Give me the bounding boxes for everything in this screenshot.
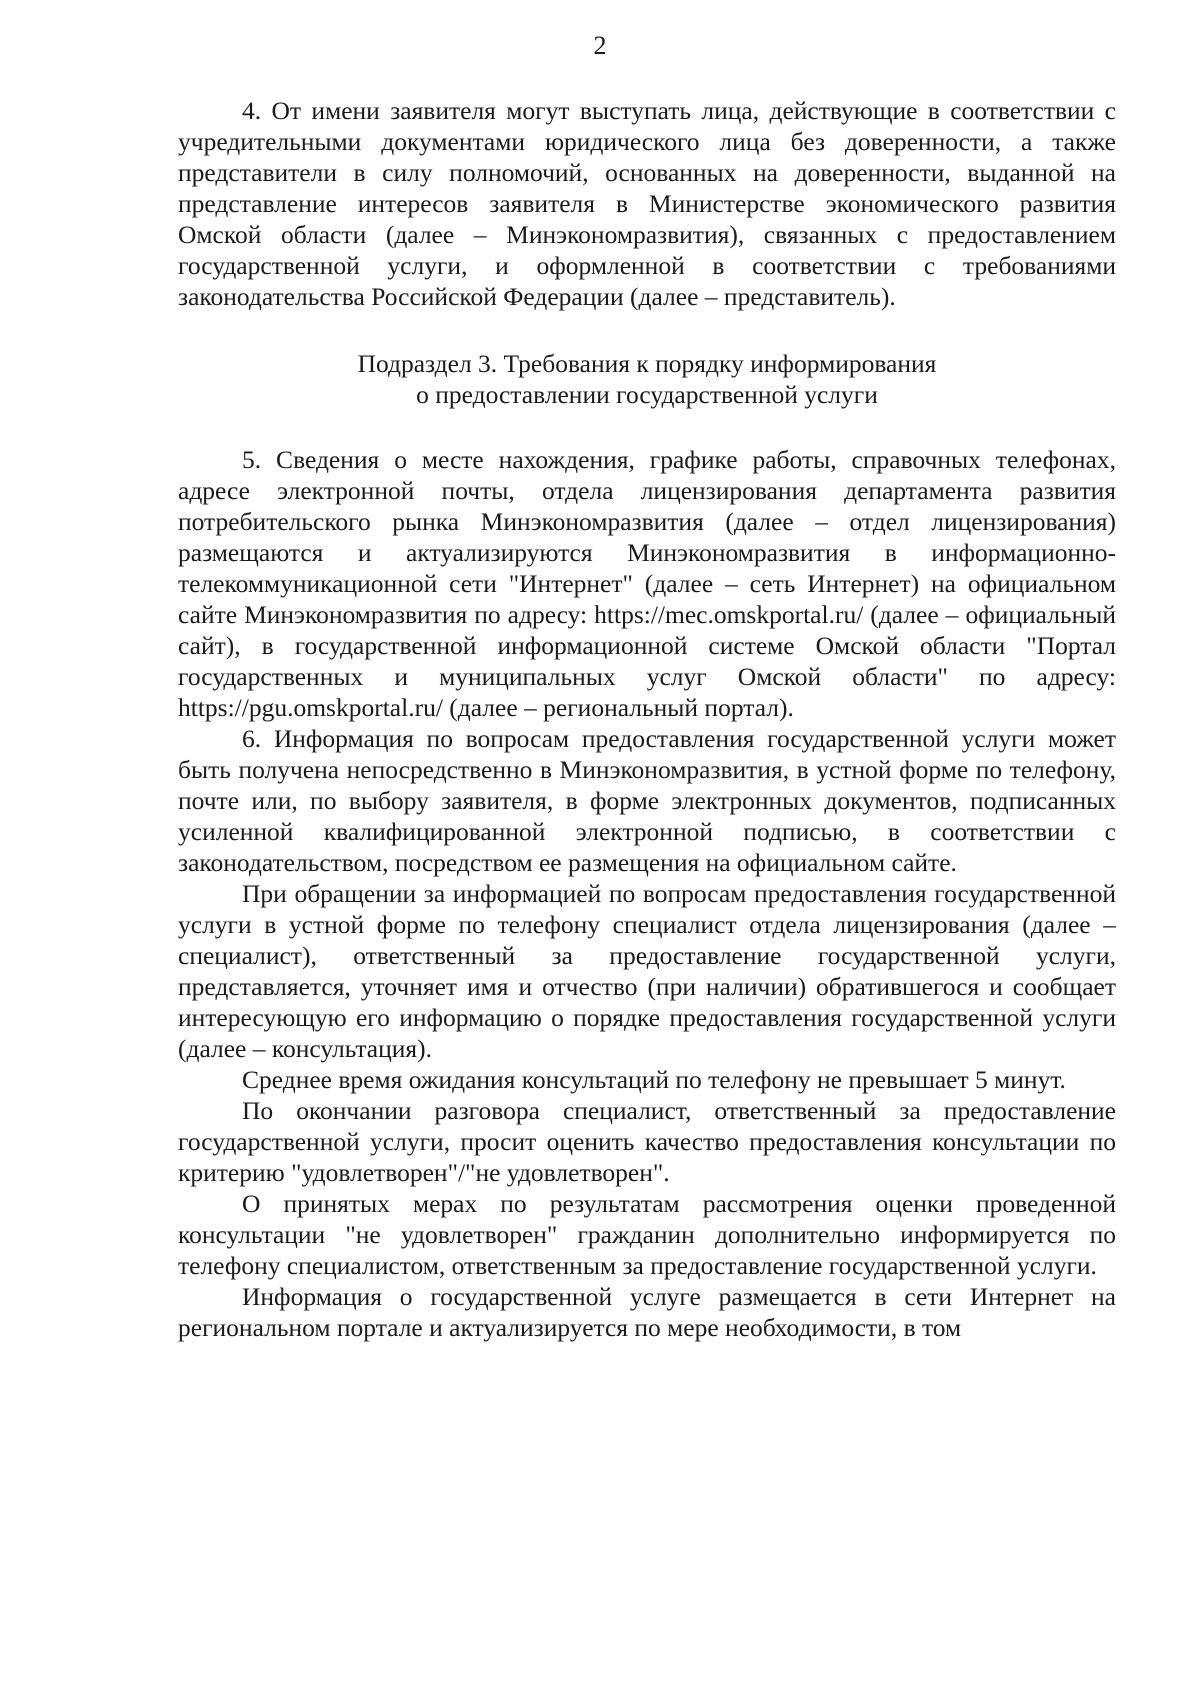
subsection-heading-line-1: Подраздел 3. Требования к порядку информирования — [357, 349, 937, 378]
paragraph-consultation-procedure: При обращении за информацией по вопросам предоставления государственной услуги в устной форме по телефону специалист отдела лицензирования (далее – специалист), ответственный за предоставление государственной услуги, представляется, уточняет имя и отчество (при наличии) обратившегося и сообщает интересующую его информацию о порядке предоставления государственной услуги (далее – консультация). — [178, 879, 1116, 1063]
document-body — [178, 95, 1116, 1343]
paragraph-5: 5. Сведения о месте нахождения, графике работы, справочных телефонах, адресе электронной почты, отдела лицензирования департамента развития потребительского рынка Минэкономразвития (далее – отдел лицензирования) размещаются и актуализируются Минэкономразвития в информационно-телекоммуникационной сети "Интернет" (далее – сеть Интернет) на официальном сайте Минэкономразвития по адресу: https://mec.omskportal.ru/ (далее – официальный сайт), в государственной информационной системе Омской области "Портал государственных и муниципальных услуг Омской области" по адресу: https://pgu.omskportal.ru/ (далее – региональный портал). — [178, 445, 1116, 722]
paragraph-quality-rating: По окончании разговора специалист, ответственный за предоставление государственной услуги, просит оценить качество предоставления консультации по критерию "удовлетворен"/"не удовлетворен". — [178, 1096, 1116, 1187]
paragraph-4: 4. От имени заявителя могут выступать лица, действующие в соответствии с учредительными документами юридического лица без доверенности, а также представители в силу полномочий, основанных на доверенности, выданной на представление интересов заявителя в Министерстве экономического развития Омской области (далее – Минэкономразвития), связанных с предоставлением государственной услуги, и оформленной в соответствии с требованиями законодательства Российской Федерации (далее – представитель). — [178, 96, 1116, 311]
paragraph-internet-information: Информация о государственной услуге размещается в сети Интернет на региональном портале и актуализируется по мере необходимости, в том — [178, 1282, 1116, 1342]
subsection-heading-line-2: о предоставлении государственной услуги — [416, 380, 878, 409]
paragraph-6: 6. Информация по вопросам предоставления государственной услуги может быть получена непосредственно в Минэкономразвития, в устной форме по телефону, почте или, по выбору заявителя, в форме электронных документов, подписанных усиленной квалифицированной электронной подписью, в соответствии с законодательством, посредством ее размещения на официальном сайте. — [178, 724, 1116, 877]
subsection-heading — [178, 348, 1116, 410]
paragraph-unsatisfied-follow-up: О принятых мерах по результатам рассмотрения оценки проведенной консультации "не удовлетворен" гражданин дополнительно информируется по телефону специалистом, ответственным за предоставление государственной услуги. — [178, 1189, 1116, 1280]
paragraph-waiting-time: Среднее время ожидания консультаций по телефону не превышает 5 минут. — [242, 1065, 1066, 1094]
page-number: 2 — [593, 31, 607, 60]
